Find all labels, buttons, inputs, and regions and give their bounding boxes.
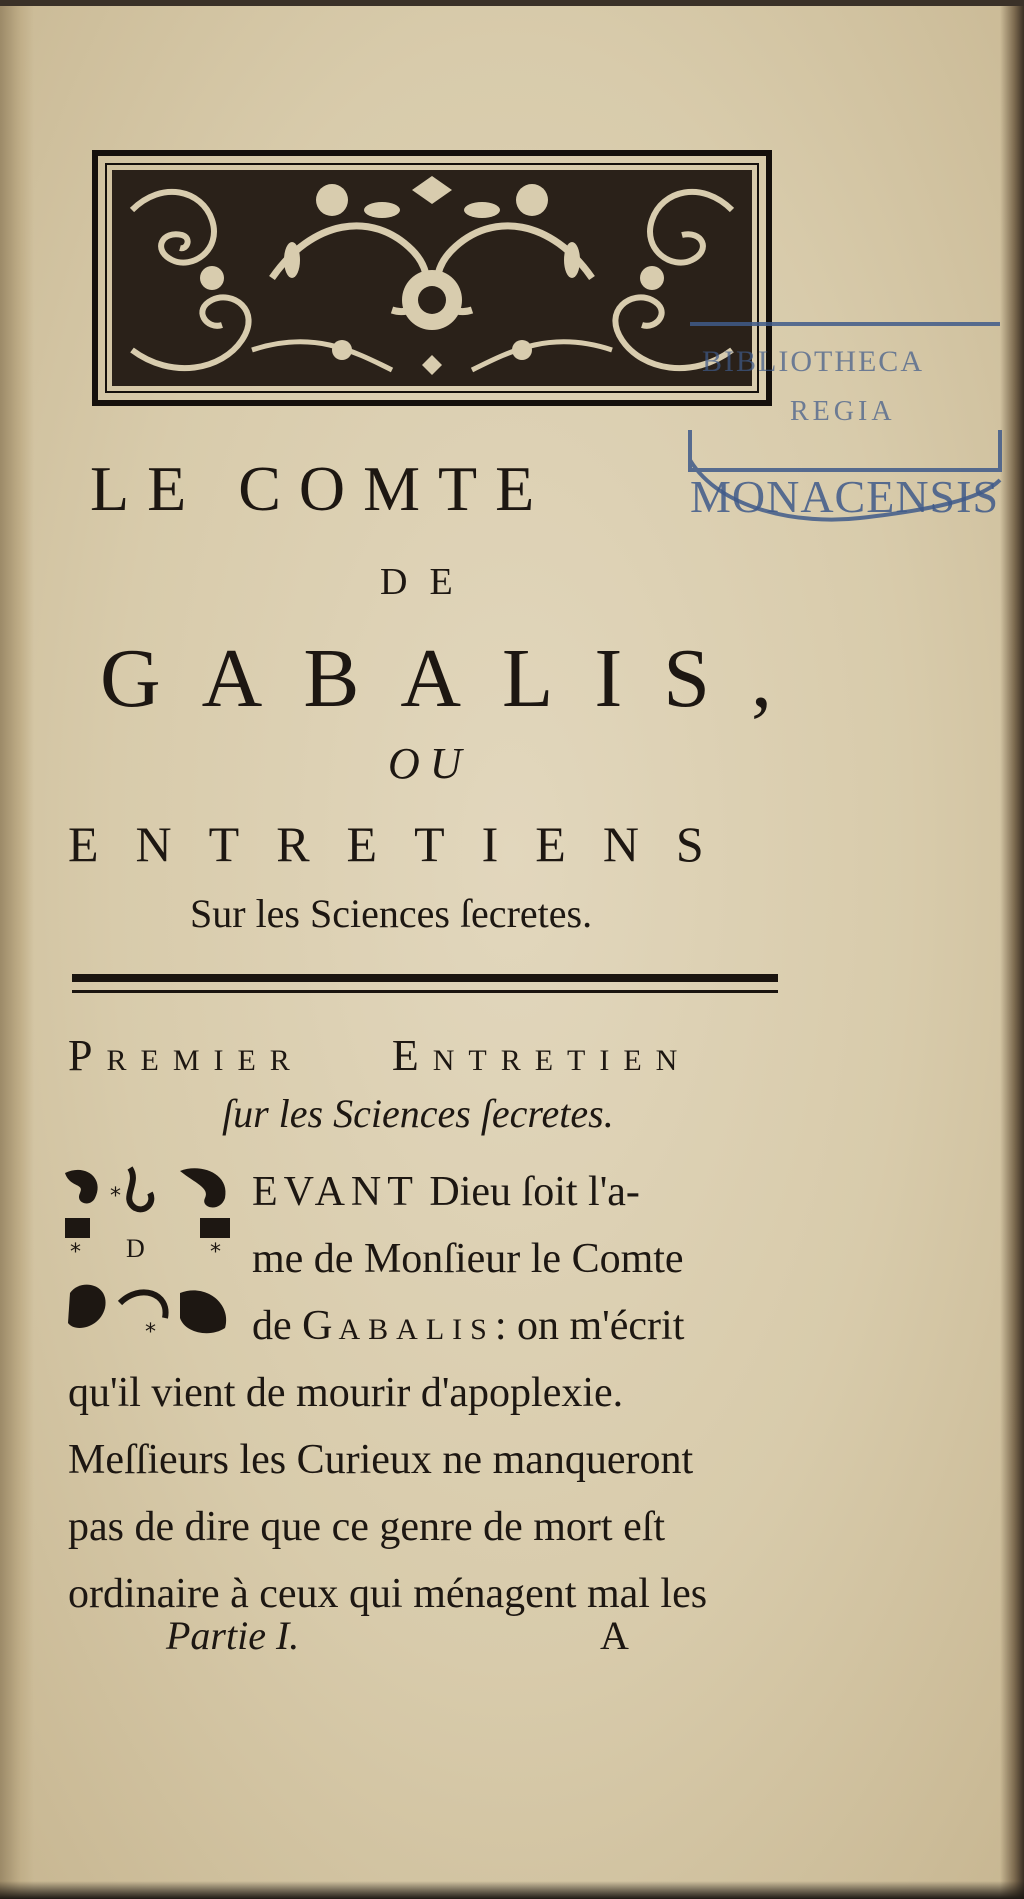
svg-text:*: * [210,1240,221,1265]
page-edge-shadow [1000,0,1024,1899]
body-line-1-caps: EVANT [252,1169,419,1215]
body-line-3-caps: ABALIS [338,1313,495,1346]
svg-text:*: * [145,1320,156,1343]
signature-letter: A [600,1613,629,1658]
heading-premier-initial: P [68,1031,107,1080]
svg-text:*: * [70,1240,81,1265]
double-rule-thin [72,990,778,993]
floral-headpiece-ornament [92,150,772,406]
signature-mark: Partie I. [166,1613,300,1658]
body-line-3-initial: G [302,1303,339,1349]
page-gutter-shadow [0,0,34,1899]
title-gabalis: GABALIS, [100,632,814,725]
body-line-1 [252,1168,640,1216]
svg-text:*: * [110,1184,121,1209]
heading-entretien-rest: NTRETIEN [432,1044,692,1077]
body-line-1-rest: Dieu ſoit l'a- [418,1169,640,1215]
ornamental-drop-cap [60,1163,238,1343]
stamp-text-line-2: REGIA [790,396,896,427]
body-line-7: ordinaire à ceux qui ménagent mal les [68,1571,708,1617]
title-ou: OU [388,739,472,788]
body-line-3 [252,1302,684,1350]
heading-entretien-initial: E [391,1031,433,1080]
title-de: DE [380,561,475,603]
double-rule-thick [72,974,778,982]
stamp-text-line-1: BIBLIOTHECA [702,345,924,378]
body-line-6: pas de dire que ce genre de mort eſt [68,1504,666,1550]
chapter-heading [68,1030,788,1081]
drop-cap-letter: D [126,1234,145,1263]
title-le-comte: LE COMTE [90,453,553,524]
body-line-3-post: : on m'écrit [494,1303,685,1349]
body-line-2: me de Monſieur le Comte [252,1236,684,1282]
title-subtitle: Sur les Sciences ſecretes. [190,891,593,936]
page-bottom-edge [0,1881,1024,1899]
stamp-text-line-3: MONACENSIS [690,471,1000,522]
chapter-subheading: ſur les Sciences ſecretes. [222,1091,614,1136]
title-entretiens: ENTRETIENS [68,816,741,872]
heading-premier-rest: REMIER [106,1044,304,1077]
page-top-edge [0,0,1024,6]
body-line-5: Meſſieurs les Curieux ne manqueront [68,1437,694,1483]
body-line-3-pre: de [252,1303,303,1349]
body-line-4: qu'il vient de mourir d'apoplexie. [68,1370,624,1416]
